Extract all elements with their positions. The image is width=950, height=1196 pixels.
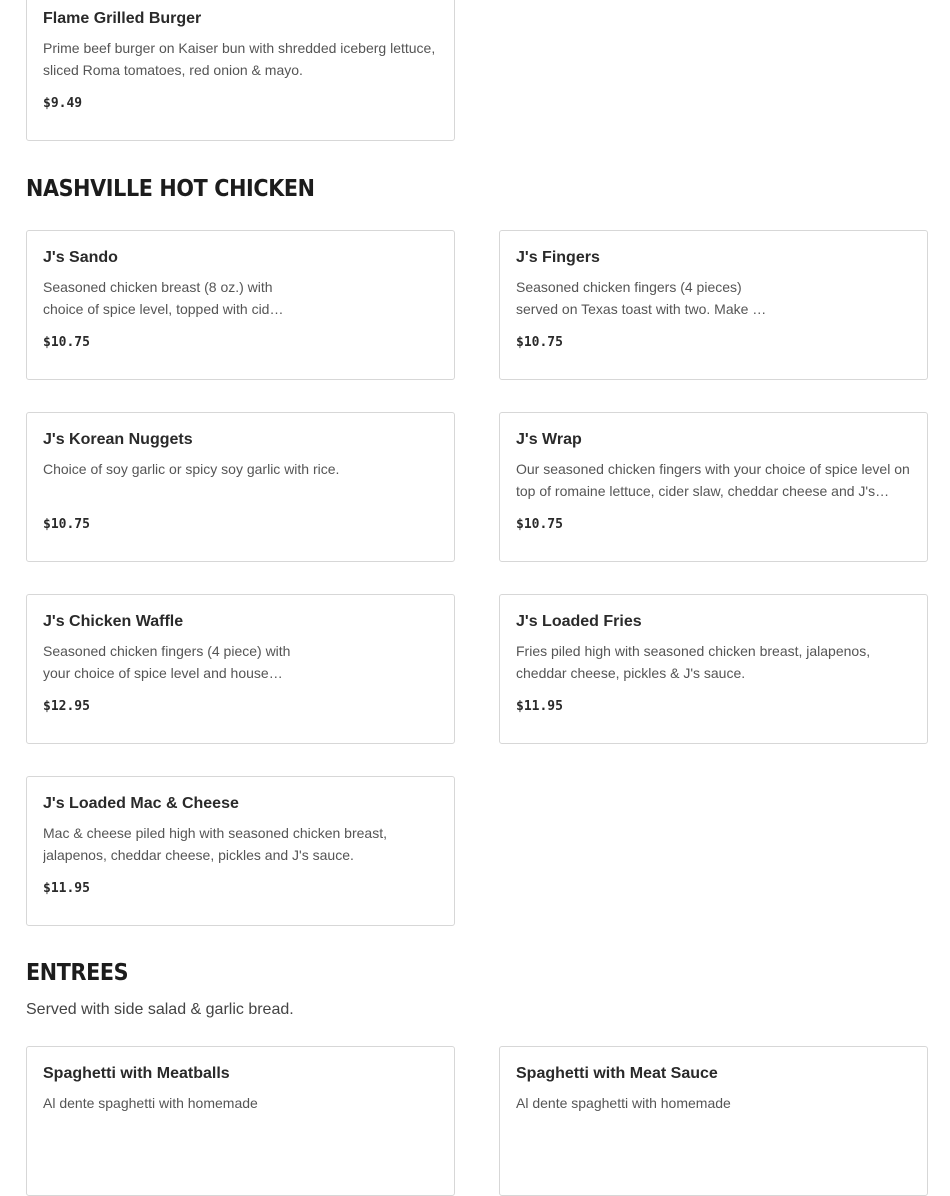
menu-item-description: Seasoned chicken breast (8 oz.) with choice of spice level, topped with cid… bbox=[43, 279, 284, 317]
menu-item-description: Fries piled high with seasoned chicken breast, jalapenos, cheddar cheese, pickles & J's sauce. bbox=[516, 643, 871, 681]
menu-item-price: $12.95 bbox=[43, 699, 90, 714]
menu-item-description: Mac & cheese piled high with seasoned chicken breast, jalapenos, cheddar cheese, pickles and J's sauce. bbox=[43, 825, 387, 863]
menu-item-price: $10.75 bbox=[516, 517, 563, 532]
menu-item-name: Spaghetti with Meatballs bbox=[43, 1065, 230, 1082]
menu-item-description: Seasoned chicken fingers (4 pieces) served on Texas toast with two. Make … bbox=[516, 279, 767, 317]
menu-item-description: Our seasoned chicken fingers with your choice of spice level on top of romaine lettuce, cider slaw, cheddar cheese and J's… bbox=[516, 461, 910, 499]
menu-item-card-js-sando[interactable] bbox=[26, 230, 455, 380]
menu-item-card-spaghetti-with-meat-sauce[interactable] bbox=[499, 1046, 928, 1196]
menu-item-name: J's Sando bbox=[43, 249, 118, 266]
menu-item-description: Seasoned chicken fingers (4 piece) with your choice of spice level and house… bbox=[43, 643, 291, 681]
menu-item-name: Flame Grilled Burger bbox=[43, 10, 202, 27]
menu-item-description: Prime beef burger on Kaiser bun with shredded iceberg lettuce, sliced Roma tomatoes, red onion & mayo. bbox=[43, 40, 436, 78]
menu-item-card-spaghetti-with-meatballs[interactable] bbox=[26, 1046, 455, 1196]
menu-item-name: Spaghetti with Meat Sauce bbox=[516, 1065, 718, 1082]
menu-item-name: J's Wrap bbox=[516, 431, 582, 448]
menu-item-card-js-loaded-fries[interactable] bbox=[499, 594, 928, 744]
menu-item-card-js-fingers[interactable] bbox=[499, 230, 928, 380]
menu-item-card-flame-grilled-burger[interactable] bbox=[26, 0, 455, 141]
menu-item-card-js-chicken-waffle[interactable] bbox=[26, 594, 455, 744]
menu-item-price: $10.75 bbox=[43, 517, 90, 532]
section-title-entrees: ENTREES bbox=[26, 960, 129, 986]
menu-item-name: J's Chicken Waffle bbox=[43, 613, 184, 630]
menu-item-price: $11.95 bbox=[43, 881, 90, 896]
section-subtitle-entrees: Served with side salad & garlic bread. bbox=[26, 1001, 294, 1018]
menu-item-name: J's Loaded Fries bbox=[516, 613, 642, 630]
section-title-nashville-hot-chicken: NASHVILLE HOT CHICKEN bbox=[26, 176, 315, 202]
menu-item-description: Al dente spaghetti with homemade bbox=[43, 1095, 258, 1111]
menu-item-price: $10.75 bbox=[516, 335, 563, 350]
menu-item-price: $10.75 bbox=[43, 335, 90, 350]
menu-item-price: $9.49 bbox=[43, 96, 83, 111]
menu-item-name: J's Loaded Mac & Cheese bbox=[43, 795, 239, 812]
menu-item-description: Choice of soy garlic or spicy soy garlic with rice. bbox=[43, 461, 340, 477]
menu-item-name: J's Fingers bbox=[516, 249, 600, 266]
menu-item-description: Al dente spaghetti with homemade bbox=[516, 1095, 731, 1111]
menu-item-card-js-loaded-mac-cheese[interactable] bbox=[26, 776, 455, 926]
menu-item-card-js-korean-nuggets[interactable] bbox=[26, 412, 455, 562]
menu-item-card-js-wrap[interactable] bbox=[499, 412, 928, 562]
menu-item-name: J's Korean Nuggets bbox=[43, 431, 193, 448]
menu-item-price: $11.95 bbox=[516, 699, 563, 714]
